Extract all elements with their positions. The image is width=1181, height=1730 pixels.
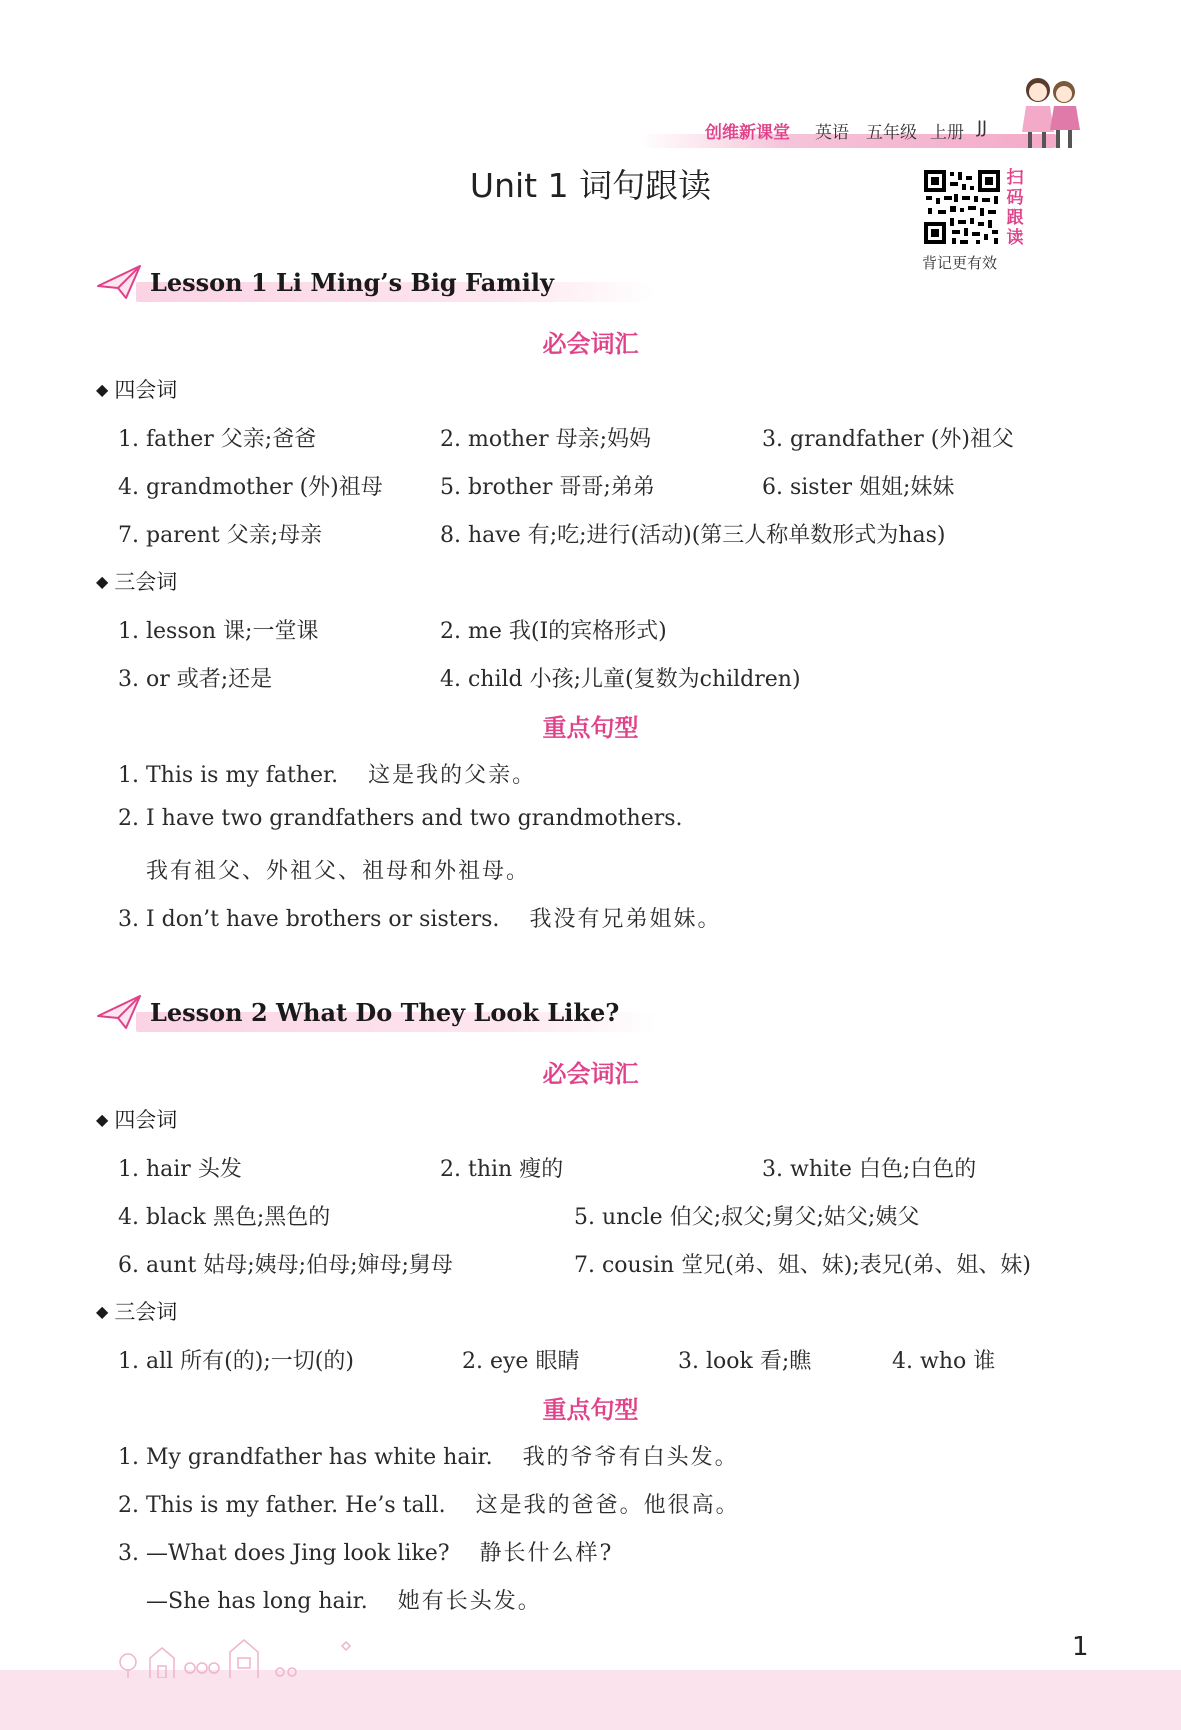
vocab-item: 6. sister 姐姐;妹妹	[762, 475, 955, 500]
sentence	[146, 1584, 542, 1615]
diamond-icon: ◆	[96, 1302, 109, 1321]
section-title-vocab: 必会词汇	[542, 330, 639, 358]
vocab-item: 3. or 或者;还是	[118, 667, 273, 692]
vocab-item: 3. look 看;瞧	[678, 1349, 812, 1374]
page-number: 1	[1072, 1632, 1089, 1662]
qr-code-icon[interactable]	[922, 168, 1002, 246]
vocab-item: 5. uncle 伯父;叔父;舅父;姑父;姨父	[574, 1205, 920, 1230]
subhead-label: 四会词	[114, 378, 178, 402]
paper-plane-icon	[96, 262, 144, 302]
subhead-four-skill	[96, 1104, 177, 1134]
sentence-en: 3. I don’t have brothers or sisters.	[118, 907, 500, 932]
sentence	[118, 1440, 739, 1471]
sentence-zh: 我有祖父、外祖父、祖母和外祖母。	[146, 859, 531, 884]
section-title-vocab: 必会词汇	[542, 1060, 639, 1088]
vocab-item: 2. eye 眼睛	[462, 1349, 580, 1374]
header-subject: 英语	[815, 123, 849, 143]
sentence-zh: 我没有兄弟姐妹。	[529, 907, 722, 932]
vocab-item: 7. parent 父亲;母亲	[118, 523, 323, 548]
sentence-en: 1. My grandfather has white hair.	[118, 1445, 493, 1470]
subhead-three-skill	[96, 1296, 177, 1326]
subhead-label: 三会词	[114, 1300, 178, 1324]
unit-title: Unit 1 词句跟读	[469, 166, 712, 205]
vocab-item: 6. aunt 姑母;姨母;伯母;婶母;舅母	[118, 1253, 453, 1278]
vocab-item: 8. have 有;吃;进行(活动)(第三人称单数形式为has)	[440, 523, 946, 548]
diamond-icon: ◆	[96, 1110, 109, 1129]
sentence-zh: 这是我的爸爸。他很高。	[475, 1493, 740, 1518]
header-edition: JJ	[977, 118, 988, 138]
section-title-sentences: 重点句型	[542, 1396, 639, 1424]
sentence-zh: 这是我的父亲。	[368, 763, 537, 788]
vocab-item: 4. grandmother (外)祖母	[118, 475, 383, 500]
paper-plane-icon	[96, 992, 144, 1032]
sentence-en: —She has long hair.	[146, 1589, 368, 1614]
sentence-en: 3. —What does Jing look like?	[118, 1541, 450, 1566]
header-brand: 创维新课堂	[705, 123, 790, 143]
sentence	[118, 1488, 740, 1519]
vocab-item: 7. cousin 堂兄(弟、姐、妹);表兄(弟、姐、妹)	[574, 1253, 1031, 1278]
sentence-en: 2. I have two grandfathers and two grandmothers.	[118, 806, 683, 831]
footer-band	[0, 1670, 1181, 1730]
vocab-item: 2. me 我(I的宾格形式)	[440, 619, 667, 644]
qr-label: 扫码跟读	[1006, 168, 1024, 248]
sentence-zh: 我的爷爷有白头发。	[522, 1445, 739, 1470]
vocab-item: 2. thin 瘦的	[440, 1157, 564, 1182]
lesson-title: Lesson 1 Li Ming’s Big Family	[150, 268, 554, 297]
vocab-item: 2. mother 母亲;妈妈	[440, 427, 652, 452]
vocab-item: 5. brother 哥哥;弟弟	[440, 475, 655, 500]
vocab-item: 1. hair 头发	[118, 1157, 242, 1182]
lesson-banner	[96, 264, 566, 306]
header-grade: 五年级	[866, 123, 917, 143]
vocab-item: 3. grandfather (外)祖父	[762, 427, 1014, 452]
sentence-zh: 静长什么样?	[479, 1541, 614, 1566]
vocab-item: 4. who 谁	[892, 1349, 996, 1374]
subhead-label: 三会词	[114, 570, 178, 594]
header-volume: 上册	[930, 123, 964, 143]
vocab-item: 3. white 白色;白色的	[762, 1157, 977, 1182]
vocab-item: 4. black 黑色;黑色的	[118, 1205, 331, 1230]
sentence-en: 1. This is my father.	[118, 763, 339, 788]
sentence	[118, 902, 721, 933]
diamond-icon: ◆	[96, 572, 109, 591]
sentence-zh: 她有长头发。	[397, 1589, 542, 1614]
vocab-item: 1. father 父亲;爸爸	[118, 427, 317, 452]
vocab-item: 1. lesson 课;一堂课	[118, 619, 319, 644]
vocab-item: 4. child 小孩;儿童(复数为children)	[440, 667, 801, 692]
house-doodle-icon	[110, 1628, 370, 1678]
sentence	[118, 1536, 613, 1567]
qr-caption: 背记更有效	[922, 254, 998, 272]
header-decoration-line	[640, 134, 1060, 148]
vocab-item: 1. all 所有(的);一切(的)	[118, 1349, 354, 1374]
subhead-three-skill	[96, 566, 177, 596]
sentence	[118, 758, 536, 789]
diamond-icon: ◆	[96, 380, 109, 399]
subhead-four-skill	[96, 374, 177, 404]
lesson-banner	[96, 994, 620, 1036]
sentence-en: 2. This is my father. He’s tall.	[118, 1493, 446, 1518]
cartoon-girls-icon	[1016, 72, 1086, 154]
section-title-sentences: 重点句型	[542, 714, 639, 742]
lesson-title: Lesson 2 What Do They Look Like?	[150, 998, 620, 1027]
subhead-label: 四会词	[114, 1108, 178, 1132]
